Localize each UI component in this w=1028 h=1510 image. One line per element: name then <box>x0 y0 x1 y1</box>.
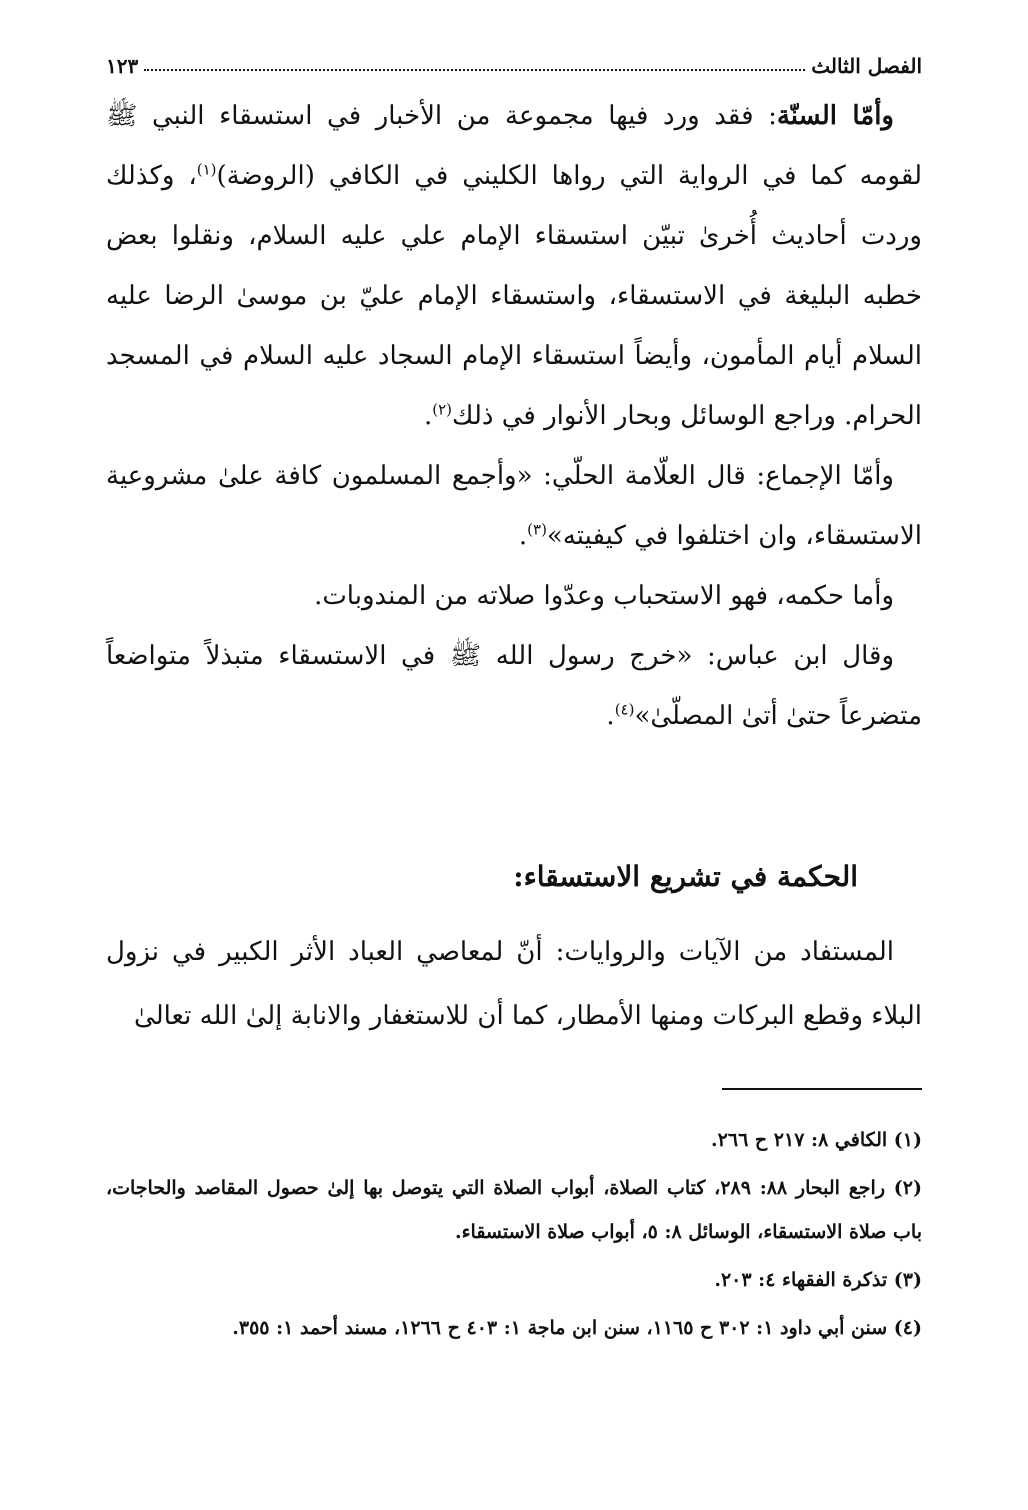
running-header <box>106 42 922 78</box>
page-number: ١٢٣ <box>106 54 139 78</box>
paragraph-end: . <box>606 701 615 731</box>
footnote-3: (٣) تذكرة الفقهاء ٤: ٢٠٣. <box>714 1269 922 1291</box>
paragraph-end: . <box>518 521 528 551</box>
paragraph-text: : فقد ورد فيها مجموعة من الأخبار في استسقاء النبي ﷺ لقومه كما في الرواية التي رواها الكليني في الكافي (الروضة) <box>106 101 922 191</box>
section-heading: الحكمة في تشريع الاستسقاء: <box>513 860 858 893</box>
paragraph-end: . <box>423 401 433 431</box>
chapter-title: الفصل الثالث <box>811 54 922 78</box>
footnote-separator <box>722 1088 922 1090</box>
footnote-ref-2: (٢) <box>432 400 453 419</box>
paragraph-ruling <box>106 566 922 626</box>
footnote-ref-1: (١) <box>196 160 217 179</box>
main-text <box>106 86 922 746</box>
paragraph-ibn-abbas <box>106 626 922 746</box>
footnote-1: (١) الكافي ٨: ٢١٧ ح ٢٦٦. <box>711 1129 922 1151</box>
section-text <box>106 920 922 1048</box>
footnote-2: (٢) راجع البحار ٨٨: ٢٨٩، كتاب الصلاة، أبواب الصلاة التي يتوصل بها إلىٰ حصول المقاصد والحاجات، باب صلاة الاستسقاء، الوسائل ٨: ٥، أبواب صلاة الاستسقاء. <box>106 1177 922 1243</box>
footnotes <box>106 1118 922 1354</box>
paragraph-ijma <box>106 446 922 566</box>
footnote-4: (٤) سنن أبي داود ١: ٣٠٢ ح ١١٦٥، سنن ابن ماجة ١: ٤٠٣ ح ١٢٦٦، مسند أحمد ١: ٣٥٥. <box>232 1317 922 1339</box>
paragraph-text-cont: ، وكذلك وردت أحاديث أُخرىٰ تبيّن استسقاء الإمام علي عليه السلام، ونقلوا بعض خطبه البليغة في الاستسقاء، واستسقاء الإمام عليّ بن موسىٰ الرضا عليه السلام أيام المأمون، وأيضاً استسقاء الإمام السجاد عليه السلام في المسجد الحرام. وراجع الوسائل وبحار الأنوار في ذلك <box>106 161 922 431</box>
paragraph-text: وأما حكمه، فهو الاستحباب وعدّوا صلاته من المندوبات. <box>314 581 894 611</box>
paragraph-lead: وأمّا السنّة <box>776 101 894 131</box>
paragraph-sunnah <box>106 86 922 446</box>
paragraph-text: وأمّا الإجماع: قال العلّامة الحلّي: «وأجمع المسلمون كافة علىٰ مشروعية الاستسقاء، وان اختلفوا في كيفيته» <box>106 461 922 551</box>
leader-dots <box>144 69 805 71</box>
section-paragraph: المستفاد من الآيات والروايات: أنّ لمعاصي العباد الأثر الكبير في نزول البلاء وقطع البركات ومنها الأمطار، كما أن للاستغفار والانابة إلىٰ الله تعالىٰ <box>106 937 922 1031</box>
footnote-ref-4: (٤) <box>614 700 635 719</box>
footnote-ref-3: (٣) <box>527 520 547 539</box>
paragraph-text: وقال ابن عباس: «خرج رسول الله ﷺ في الاستسقاء متبذلاً متواضعاً متضرعاً حتىٰ أتىٰ المصلّىٰ» <box>106 641 922 731</box>
